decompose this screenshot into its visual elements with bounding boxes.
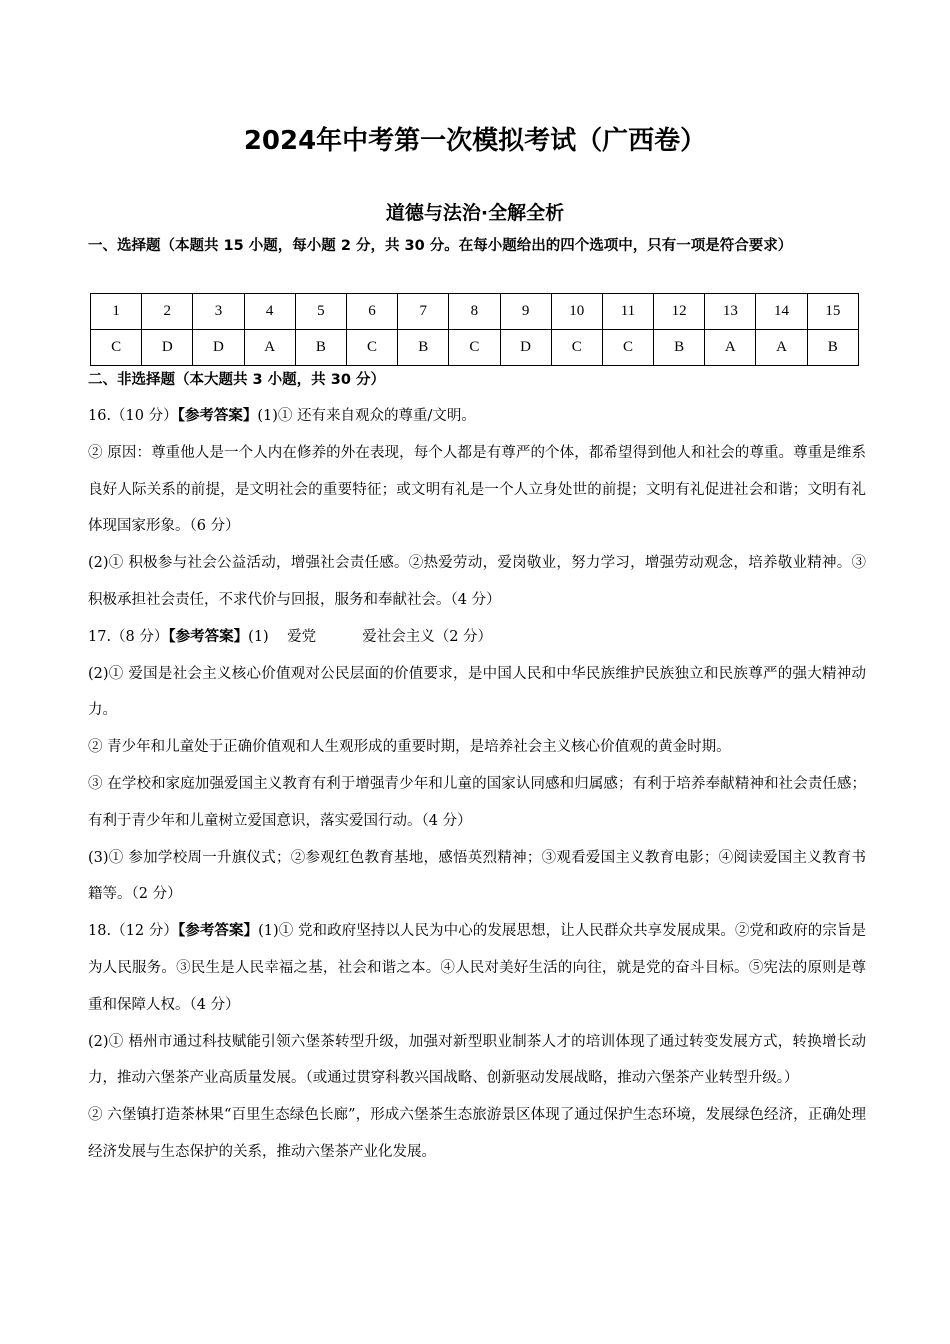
question-number: 11 bbox=[602, 294, 653, 330]
q17-prefix: 17.（8 分） bbox=[88, 628, 169, 645]
q16-first-line bbox=[88, 398, 866, 435]
question-number: 9 bbox=[500, 294, 551, 330]
question-number: 2 bbox=[142, 294, 193, 330]
q18-prefix: 18.（12 分） bbox=[88, 923, 178, 940]
answer-letter: C bbox=[91, 330, 142, 366]
answer-letter: C bbox=[602, 330, 653, 366]
page-title: 2024年中考第一次模拟考试（广西卷） bbox=[243, 126, 707, 156]
answer-table-number-row bbox=[91, 294, 859, 330]
section2-heading: 二、非选择题（本大题共 3 小题，共 30 分） bbox=[88, 372, 385, 388]
answer-letter: C bbox=[449, 330, 500, 366]
answer-letter: D bbox=[500, 330, 551, 366]
q17-line: ② 青少年和儿童处于正确价值观和人生观形成的重要时期，是培养社会主义核心价值观的黄金时期。 bbox=[88, 739, 731, 756]
q16-answer-tag: 【参考答案】 bbox=[177, 407, 258, 424]
answer-body bbox=[88, 398, 866, 1171]
question-number: 13 bbox=[705, 294, 756, 330]
q16-line: (2)① 积极参与社会公益活动，增强社会责任感。②热爱劳动，爱岗敬业，努力学习，增强劳动观念，培养敬业精神。③积极承担社会责任，不求代价与回报，服务和奉献社会。（4 分） bbox=[88, 555, 866, 608]
question-number: 10 bbox=[551, 294, 602, 330]
question-number: 15 bbox=[807, 294, 858, 330]
answer-letter: B bbox=[654, 330, 705, 366]
q18-line: (2)① 梧州市通过科技赋能引领六堡茶转型升级，加强对新型职业制茶人才的培训体现了通过转变发展方式，转换增长动力，推动六堡茶产业高质量发展。（或通过贯穿科教兴国战略、创新驱动发展战略，推动六堡茶产业转型升级。） bbox=[88, 1033, 866, 1087]
q16-prefix: 16.（10 分） bbox=[88, 408, 178, 424]
question-number: 12 bbox=[654, 294, 705, 330]
answer-letter: C bbox=[551, 330, 602, 366]
q17-line: ③ 在学校和家庭加强爱国主义教育有利于增强青少年和儿童的国家认同感和归属感；有利于培养奉献精神和社会责任感；有利于青少年和儿童树立爱国意识，落实爱国行动。（4 分） bbox=[88, 775, 866, 829]
answer-letter: D bbox=[193, 330, 244, 366]
q18-line: (1)① 党和政府坚持以人民为中心的发展思想，让人民群众共享发展成果。②党和政府的宗旨是为人民服务。③民生是人民幸福之基，社会和谐之本。④人民对美好生活的向往，就是党的奋斗目标。⑤宪法的原则是尊重和保障人权。（4 分） bbox=[88, 923, 866, 1013]
q18-answer-tag: 【参考答案】 bbox=[177, 922, 259, 940]
answer-letter: D bbox=[142, 330, 193, 366]
q18-line: ② 六堡镇打造茶林果“百里生态绿色长廊”，形成六堡茶生态旅游景区体现了通过保护生态环境，发展绿色经济，正确处理经济发展与生态保护的关系，推动六堡茶产业化发展。 bbox=[88, 1107, 866, 1160]
answer-letter: A bbox=[756, 330, 807, 366]
q17-line: (2)① 爱国是社会主义核心价值观对公民层面的价值要求，是中国人民和中华民族维护民族独立和民族尊严的强大精神动力。 bbox=[88, 665, 866, 719]
question-number: 6 bbox=[346, 294, 397, 330]
answer-table-answer-row bbox=[91, 330, 859, 366]
question-number: 14 bbox=[756, 294, 807, 330]
answer-letter: B bbox=[295, 330, 346, 366]
q17-answer-tag: 【参考答案】 bbox=[168, 627, 249, 645]
q16-line: ② 原因：尊重他人是一个人内在修养的外在表现，每个人都是有尊严的个体，都希望得到他人和社会的尊重。尊重是维系良好人际关系的前提，是文明社会的重要特征；或文明有礼是一个人立身处世的前提；文明有礼促进社会和谐；文明有礼体现国家形象。（6 分） bbox=[88, 444, 866, 535]
q17-line: (1) 爱党 爱社会主义（2 分） bbox=[248, 628, 493, 645]
question-number: 8 bbox=[449, 294, 500, 330]
q18-first-line bbox=[88, 913, 866, 1023]
q17-line: (3)① 参加学校周一升旗仪式；②参观红色教育基地，感悟英烈精神；③观看爱国主义教育电影；④阅读爱国主义教育书籍等。（2 分） bbox=[88, 849, 866, 903]
answer-letter: B bbox=[398, 330, 449, 366]
answer-letter: A bbox=[244, 330, 295, 366]
answer-table bbox=[90, 293, 859, 366]
section1-heading: 一、选择题（本题共 15 小题，每小题 2 分，共 30 分。在每小题给出的四个选项中，只有一项是符合要求） bbox=[88, 238, 793, 254]
answer-letter: A bbox=[705, 330, 756, 366]
question-number: 4 bbox=[244, 294, 295, 330]
question-number: 7 bbox=[398, 294, 449, 330]
question-number: 3 bbox=[193, 294, 244, 330]
page-subtitle: 道德与法治·全解全析 bbox=[385, 202, 565, 224]
question-number: 1 bbox=[91, 294, 142, 330]
question-number: 5 bbox=[295, 294, 346, 330]
q17-first-line bbox=[88, 619, 866, 656]
answer-letter: C bbox=[346, 330, 397, 366]
q16-line: (1)① 还有来自观众的尊重/文明。 bbox=[257, 408, 476, 424]
answer-letter: B bbox=[807, 330, 858, 366]
